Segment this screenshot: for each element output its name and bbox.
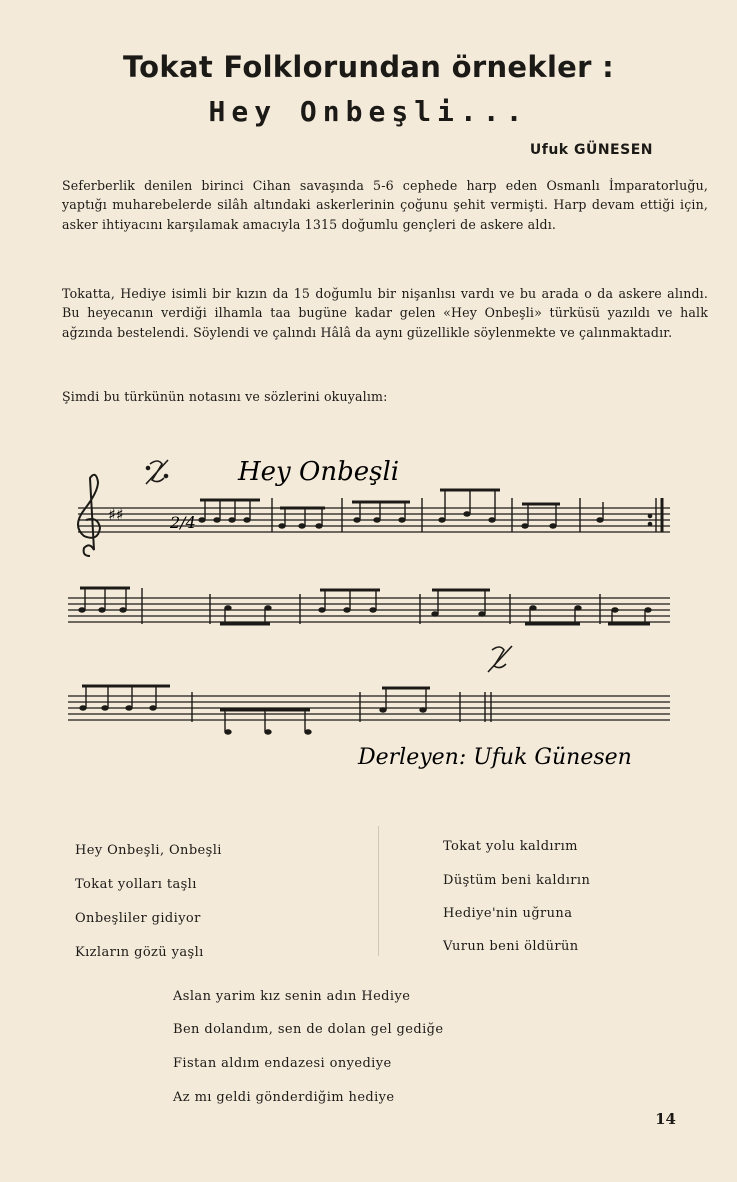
lyric-right-1: Tokat yolu kaldırım	[443, 839, 578, 854]
key-signature: ♯♯	[108, 505, 124, 524]
treble-clef-icon	[78, 475, 100, 556]
paragraph-history: Seferberlik denilen birinci Cihan savaşında 5-6 cephede harp eden Osmanlı İmparatorluğu, yaptığı muharebelerde silâh altındaki askerlerinin çoğunu şehit vermişti. Harp devam ettiği için, asker ihtiyacını karşılamak amacıyla 1315 doğumlu gençleri de askere aldı.	[62, 178, 708, 232]
paragraph-intro: Şimdi bu türkünün notasını ve sözlerini okuyalım:	[62, 389, 388, 404]
lyric-right-4: Vurun beni öldürün	[443, 939, 579, 954]
music-score	[60, 448, 680, 788]
page-number: 14	[655, 1110, 676, 1128]
lyric-left-2: Tokat yolları taşlı	[75, 877, 197, 892]
notes-line-3	[80, 686, 491, 734]
lyric-right-3: Hediye'nin uğruna	[443, 906, 573, 921]
time-signature: 2/4	[170, 513, 196, 532]
paragraph-origin: Tokatta, Hediye isimli bir kızın da 15 doğumlu bir nişanlısı vardı ve bu arada o da askere alındı. Bu heyecanın verdiği ilhamla taa bugüne kadar gelen «Hey Onbeşli» türküsü yazıldı ve halk ağzında bestelendi. Söylendi ve çalındı Hâlâ da aynı güzellikle söylenmekte ve çalınmaktadır.	[62, 286, 708, 340]
page-title: Tokat Folklorundan örnekler :	[122, 50, 615, 84]
lyric-left-4: Kızların gözü yaşlı	[75, 945, 204, 960]
column-divider	[378, 826, 379, 956]
lyric-final-1: Aslan yarim kız senin adın Hediye	[173, 989, 411, 1004]
score-heading: Hey Onbeşli	[238, 457, 400, 487]
lyric-final-3: Fistan aldım endazesi onyediye	[173, 1056, 392, 1071]
score-credit: Derleyen: Ufuk Günesen	[358, 745, 632, 770]
segno-mark-2	[488, 646, 512, 672]
lyric-final-4: Az mı geldi gönderdiğim hediye	[173, 1090, 395, 1105]
lyric-final-2: Ben dolandım, sen de dolan gel gediğe	[173, 1022, 444, 1037]
song-title: Hey Onbeşli...	[208, 95, 529, 128]
notes-line-2	[79, 588, 651, 624]
staff-line-3	[68, 696, 670, 720]
lyric-left-3: Onbeşliler gidiyor	[75, 911, 201, 926]
segno-mark-1	[146, 460, 168, 484]
lyric-left-1: Hey Onbeşli, Onbeşli	[75, 843, 222, 858]
author-name: Ufuk GÜNESEN	[529, 142, 653, 158]
lyric-right-2: Düştüm beni kaldırın	[443, 873, 591, 888]
